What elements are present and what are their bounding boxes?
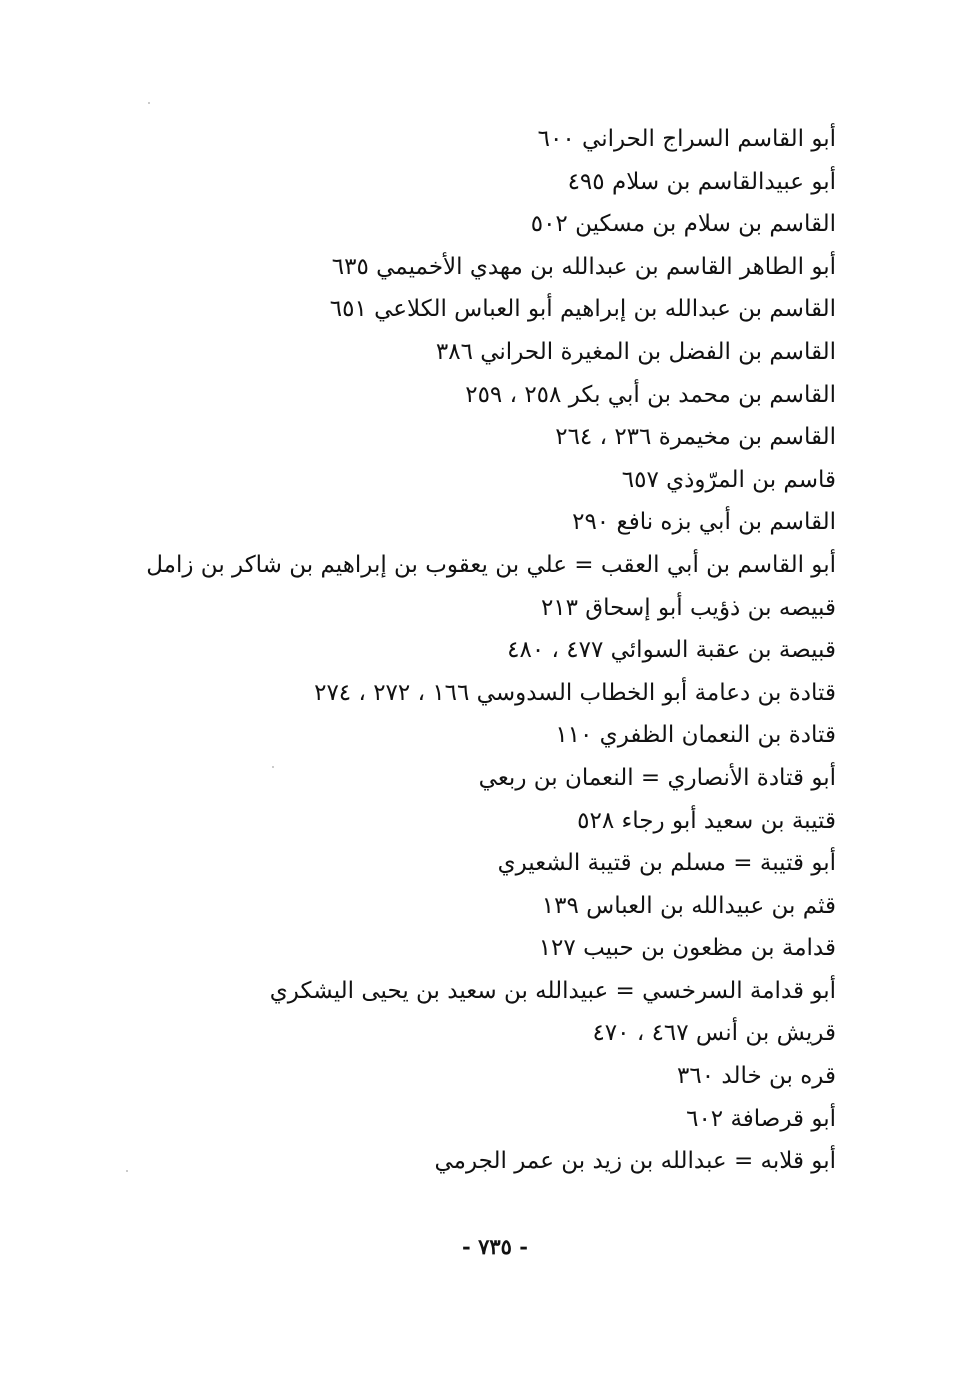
index-entry: القاسم بن محمد بن أبي بكر ٢٥٨ ، ٢٥٩: [465, 381, 836, 408]
index-entry: قتادة بن دعامة أبو الخطاب السدوسي ١٦٦ ، ٢٧٢ ، ٢٧٤: [314, 679, 836, 706]
index-entry: القاسم بن عبدالله بن إبراهيم أبو العباس الكلاعي ٦٥١: [329, 296, 836, 323]
index-entry: القاسم بن الفضل بن المغيرة الحراني ٣٨٦: [435, 338, 836, 365]
index-entry: أبو القاسم السراج الحراني ٦٠٠: [537, 126, 836, 152]
index-entry: أبو الطاهر القاسم بن عبدالله بن مهدي الأخميمي ٦٣٥: [331, 253, 836, 280]
index-entry: أبو قلابه = عبدالله بن زيد بن عمر الجرمي: [434, 1148, 836, 1175]
index-entry: قثم بن عبيدالله بن العباس ١٣٩: [541, 892, 836, 919]
index-entry: أبو قتيبة = مسلم بن قتيبة الشعيري: [497, 850, 836, 877]
index-entry: القاسم بن سلام بن مسكين ٥٠٢: [530, 211, 836, 238]
index-entry: أبو قرصافة ٦٠٢: [686, 1105, 836, 1132]
index-entry: أبو عبيدالقاسم بن سلام ٤٩٥: [567, 168, 836, 195]
page-number: - ٧٣٥ -: [462, 1234, 528, 1259]
index-entry: قريش بن أنس ٤٦٧ ، ٤٧٠: [592, 1020, 836, 1047]
index-entry: أبو قتادة الأنصاري = النعمان بن ربعي: [478, 764, 836, 791]
index-entry: القاسم بن أبي بزه نافع ٢٩٠: [572, 509, 836, 536]
index-entry: قاسم بن المرّوذي ٦٥٧: [621, 466, 836, 493]
index-entry: قدامة بن مظعون بن حبيب ١٢٧: [538, 935, 836, 962]
index-entry: أبو القاسم بن أبي العقب = علي بن يعقوب بن إبراهيم بن شاكر بن زامل: [146, 551, 836, 578]
index-entry: قبيصة بن عقبة السوائي ٤٧٧ ، ٤٨٠: [507, 637, 836, 664]
index-entry: قره بن خالد ٣٦٠: [677, 1063, 836, 1090]
index-entry: قتيبة بن سعيد أبو رجاء ٥٢٨: [577, 807, 836, 834]
index-entry: قبيصه بن ذؤيب أبو إسحاق ٢١٣: [540, 594, 836, 621]
scan-speck: [148, 102, 150, 104]
index-entry: أبو قدامة السرخسي = عبيدالله بن سعيد بن يحيى اليشكري: [269, 977, 836, 1004]
index-entry: قتادة بن النعمان الظفري ١١٠: [555, 722, 836, 749]
index-entries-list: [76, 118, 836, 1183]
index-entry: القاسم بن مخيمرة ٢٣٦ ، ٢٦٤: [555, 424, 836, 451]
